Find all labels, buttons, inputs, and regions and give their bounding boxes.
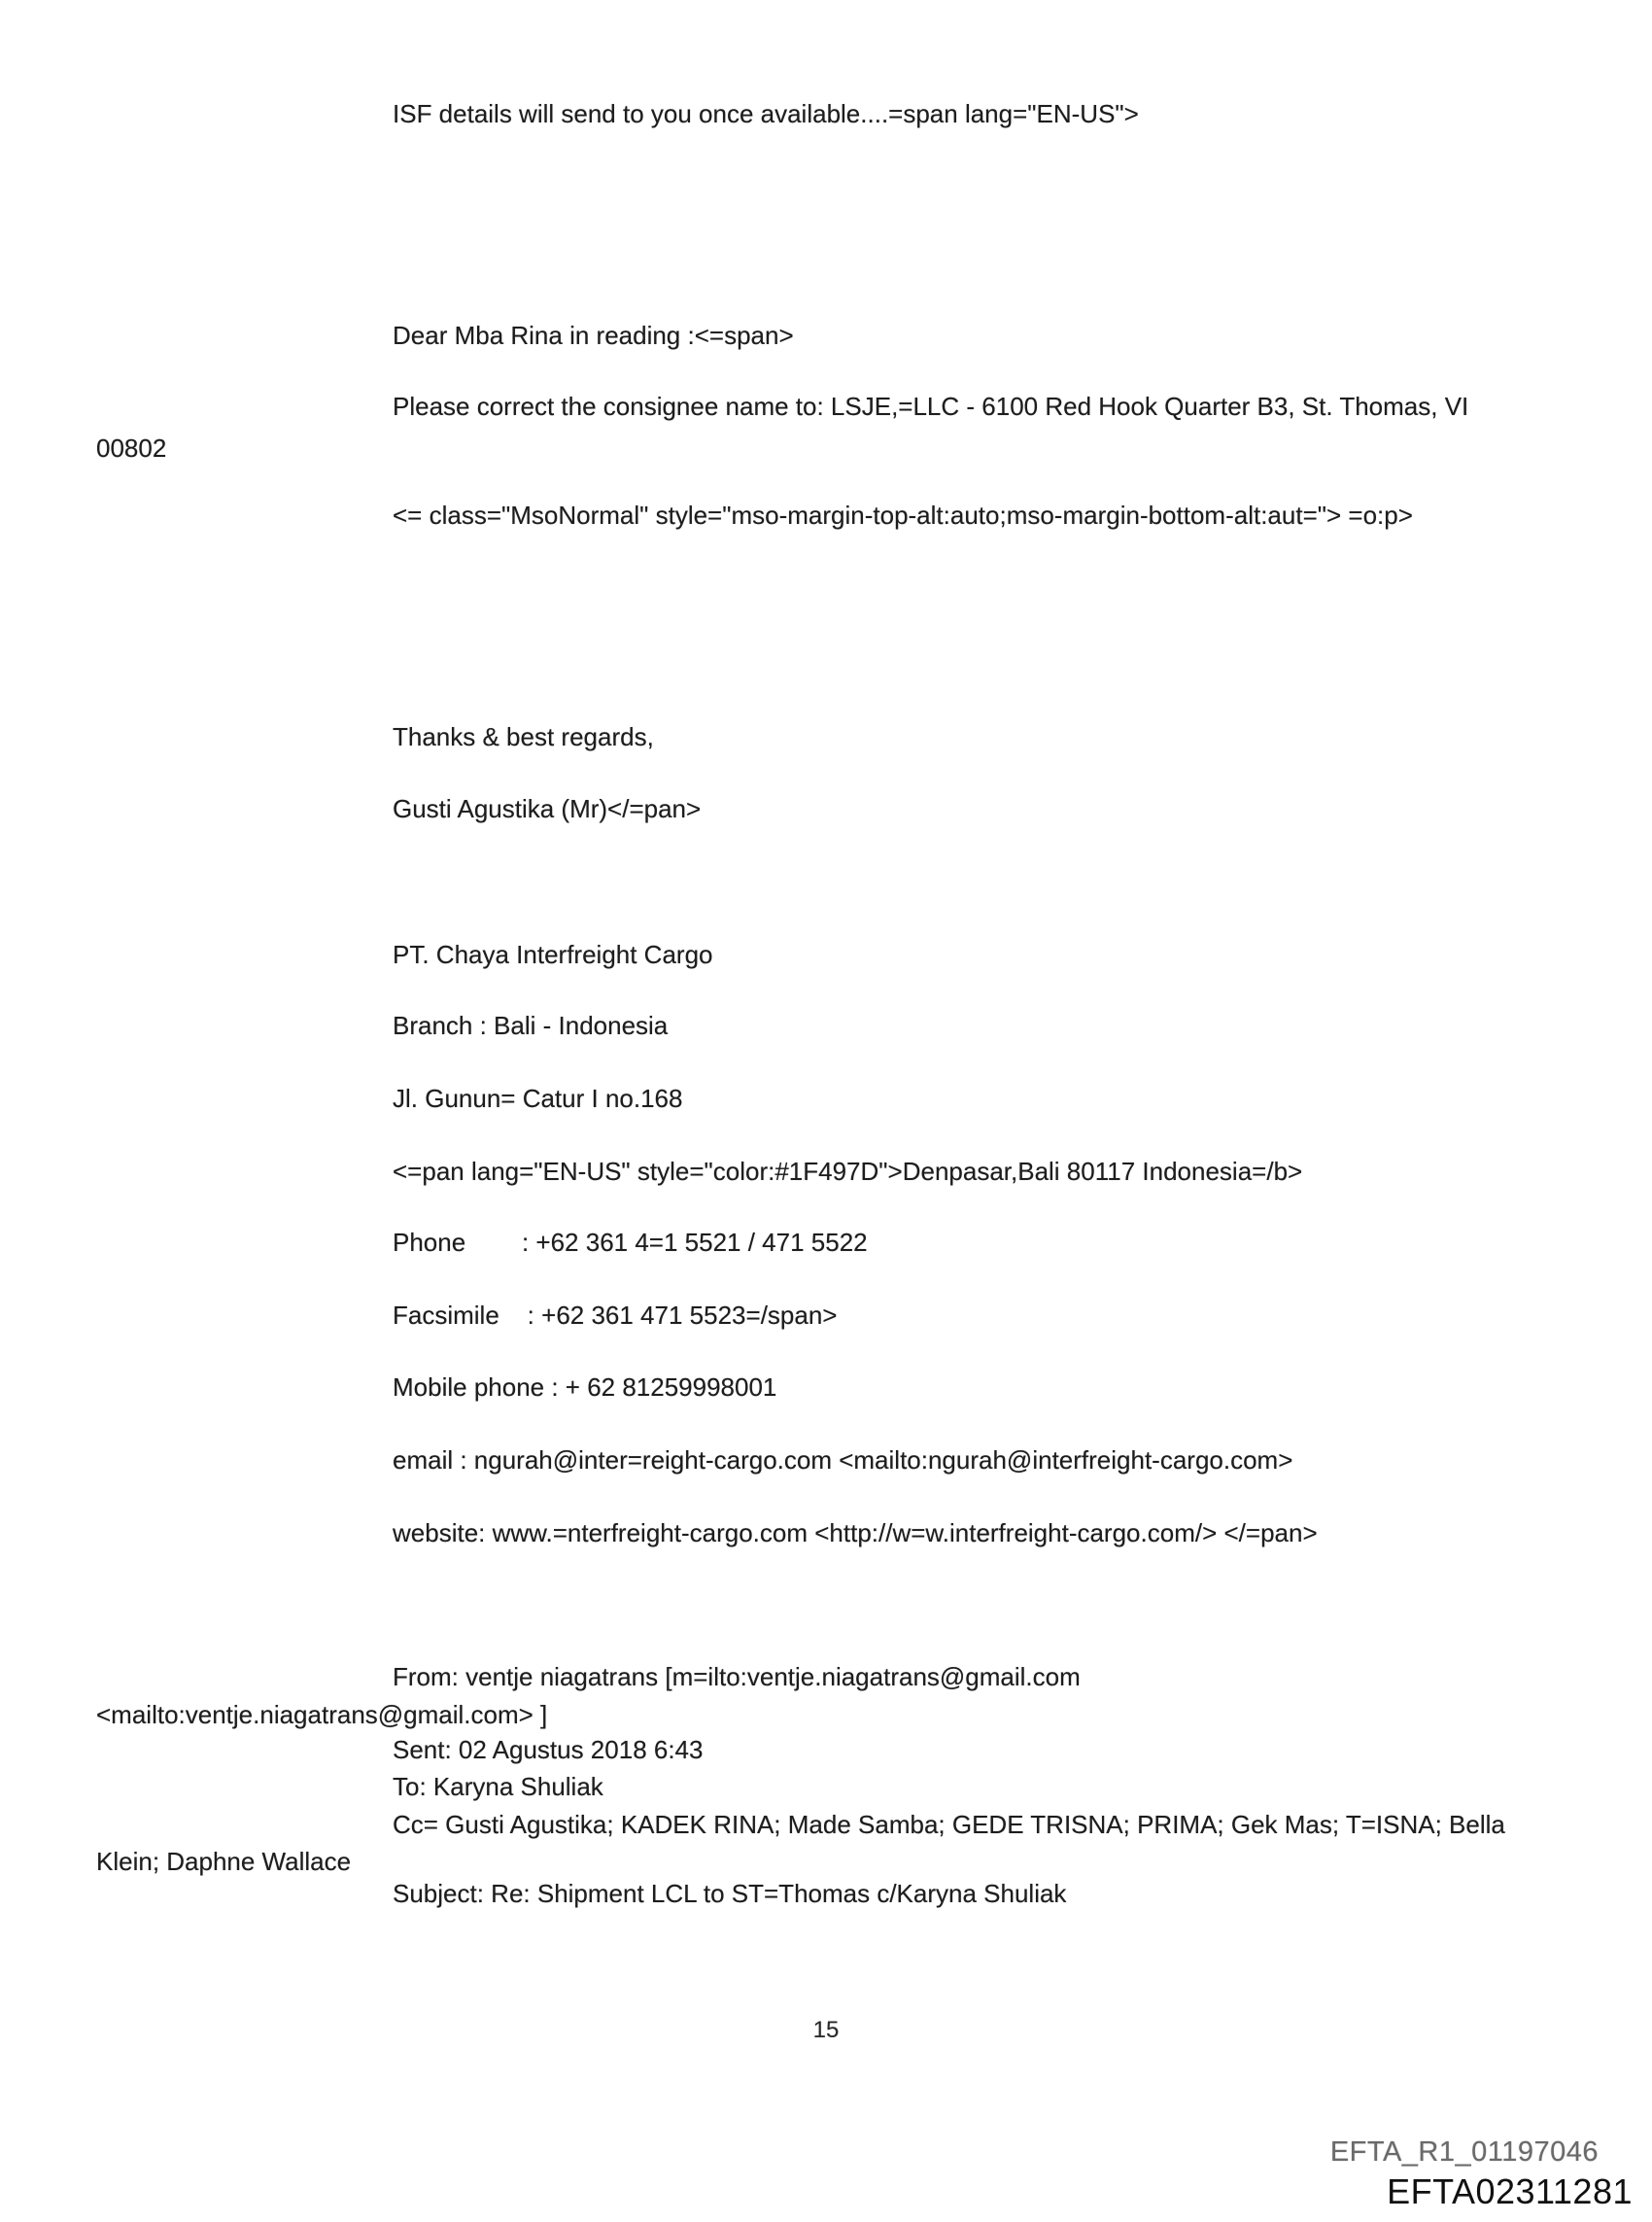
page-number: 15 <box>812 2017 840 2043</box>
quoted-cc-wrap-line: Klein; Daphne Wallace <box>96 1847 352 1876</box>
signature-street-line: Jl. Gunun= Catur I no.168 <box>393 1084 683 1113</box>
mso-markup-line: <= class="MsoNormal" style="mso-margin-top-alt:auto;mso-margin-bottom-alt:aut="> =o:p> <box>393 501 1413 530</box>
signature-name-line: Gusti Agustika (Mr)</=pan> <box>393 794 702 823</box>
quoted-cc-line: Cc= Gusti Agustika; KADEK RINA; Made Samba; GEDE TRISNA; PRIMA; Gek Mas; T=ISNA; Bella <box>393 1810 1505 1839</box>
quoted-sent-line: Sent: 02 Agustus 2018 6:43 <box>393 1735 704 1764</box>
quoted-to-line: To: Karyna Shuliak <box>393 1772 603 1801</box>
consignee-correction-line: Please correct the consignee name to: LSJE,=LLC - 6100 Red Hook Quarter B3, St. Thomas, VI <box>393 392 1469 421</box>
consignee-zip-line: 00802 <box>96 434 167 463</box>
closing-line: Thanks & best regards, <box>393 722 654 751</box>
signature-website-line: website: www.=nterfreight-cargo.com <http://w=w.interfreight-cargo.com/> </=pan> <box>393 1518 1318 1547</box>
quoted-from-wrap-line: <mailto:ventje.niagatrans@gmail.com> ] <box>96 1700 548 1729</box>
signature-city-line: <=pan lang="EN-US" style="color:#1F497D">Denpasar,Bali 80117 Indonesia=/b> <box>393 1157 1303 1186</box>
signature-email-line: email : ngurah@inter=reight-cargo.com <mailto:ngurah@interfreight-cargo.com> <box>393 1445 1293 1475</box>
greeting-line: Dear Mba Rina in reading :<=span> <box>393 321 794 350</box>
signature-fax-line: Facsimile : +62 361 471 5523=/span> <box>393 1301 838 1330</box>
isf-note-line: ISF details will send to you once available....=span lang="EN-US"> <box>393 99 1139 128</box>
signature-phone-line: Phone : +62 361 4=1 5521 / 471 5522 <box>393 1228 868 1257</box>
quoted-from-line: From: ventje niagatrans [m=ilto:ventje.niagatrans@gmail.com <box>393 1662 1081 1691</box>
signature-company-line: PT. Chaya Interfreight Cargo <box>393 940 713 969</box>
signature-branch-line: Branch : Bali - Indonesia <box>393 1011 669 1040</box>
quoted-subject-line: Subject: Re: Shipment LCL to ST=Thomas c/Karyna Shuliak <box>393 1879 1067 1908</box>
bates-id-stamp: EFTA_R1_01197046 <box>1329 2136 1599 2168</box>
bates-number-stamp: EFTA02311281 <box>1387 2171 1633 2211</box>
signature-mobile-line: Mobile phone : + 62 81259998001 <box>393 1372 777 1402</box>
